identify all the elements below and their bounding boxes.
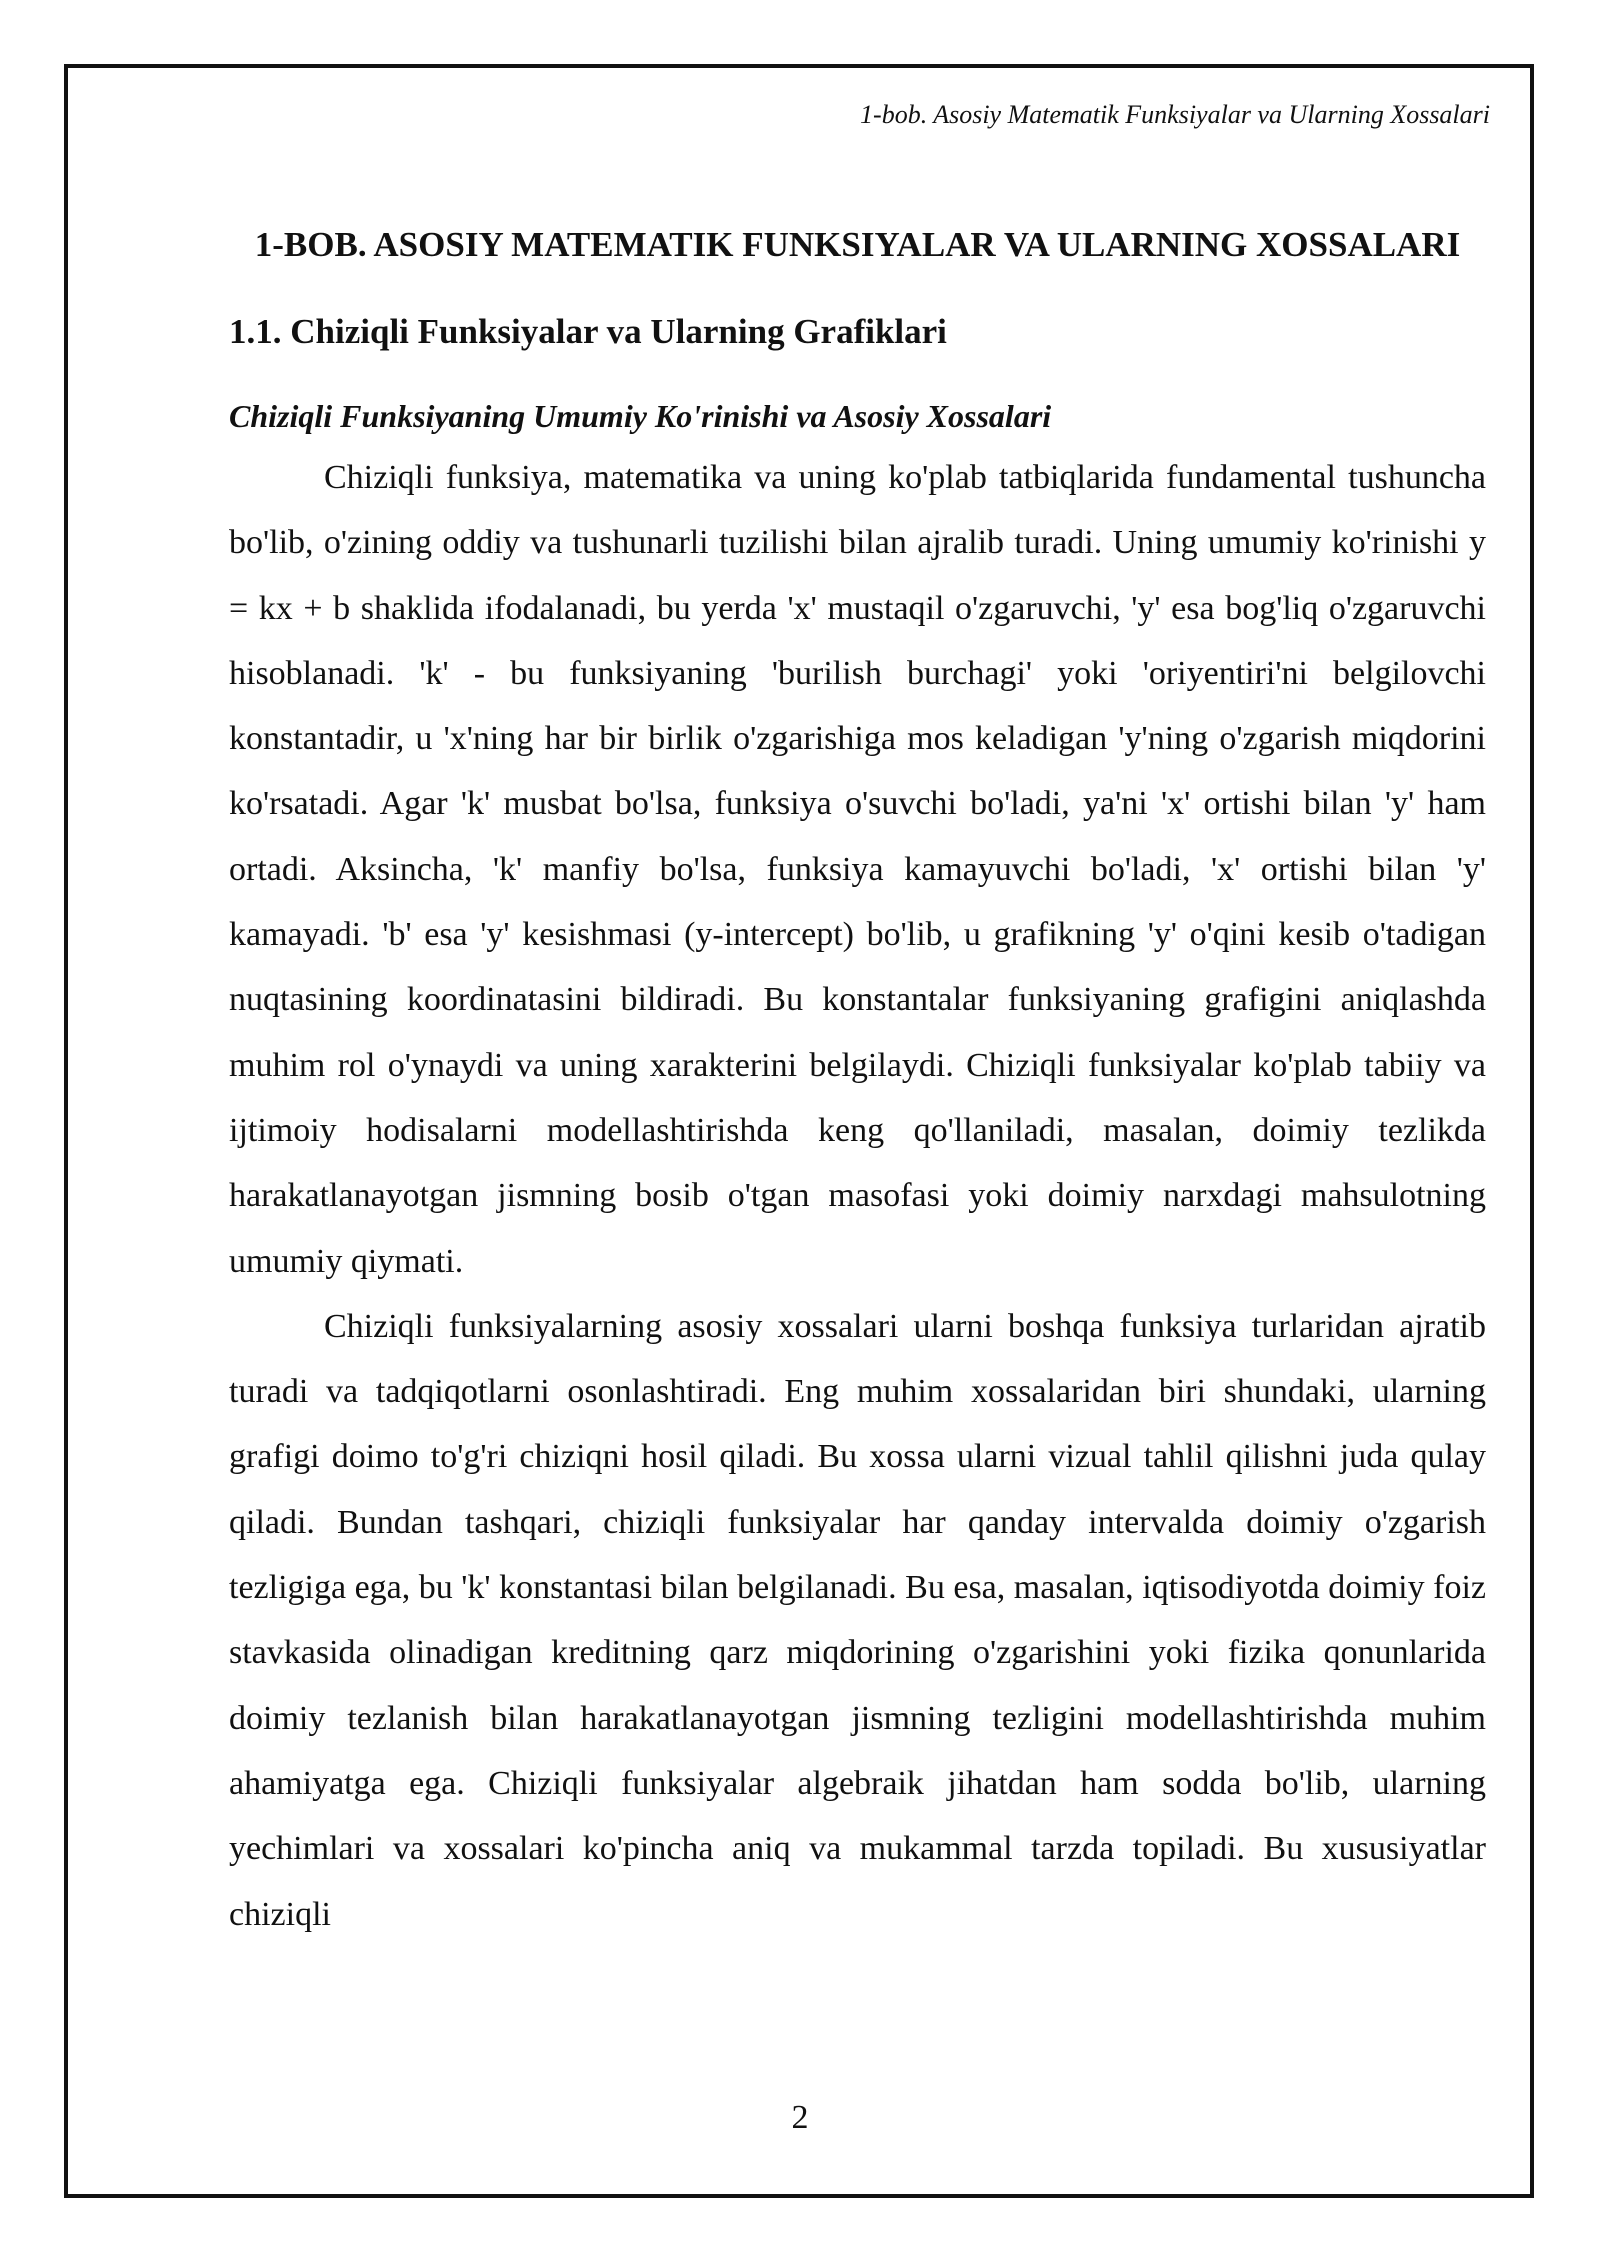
subsection-title: Chiziqli Funksiyaning Umumiy Ko'rinishi va Asosiy Xossalari — [229, 398, 1052, 434]
chapter-title: 1-BOB. ASOSIY MATEMATIK FUNKSIYALAR VA ULARNING XOSSALARI — [254, 225, 1461, 264]
document-body — [229, 212, 1486, 1947]
body-paragraph-1: Chiziqli funksiya, matematika va uning ko'plab tatbiqlarida fundamental tushuncha bo'lib, o'zining oddiy va tushunarli tuzilishi bilan ajralib turadi. Uning umumiy ko'rinishi y = kx + b shaklida ifodalanadi, bu yerda 'x' mustaqil o'zgaruvchi, 'y' esa bog'liq o'zgaruvchi hisoblanadi. 'k' - bu funksiyaning 'burilish burchagi' yoki 'oriyentiri'ni belgilovchi konstantadir, u 'x'ning har bir birlik o'zgarishiga mos keladigan 'y'ning o'zgarish miqdorini ko'rsatadi. Agar 'k' musbat bo'lsa, funksiya o'suvchi bo'ladi, ya'ni 'x' ortishi bilan 'y' ham ortadi. Aksincha, 'k' manfiy bo'lsa, funksiya kamayuvchi bo'ladi, 'x' ortishi bilan 'y' kamayadi. 'b' esa 'y' kesishmasi (y-intercept) bo'lib, u grafikning 'y' o'qini kesib o'tadigan nuqtasining koordinatasini bildiradi. Bu konstantalar funksiyaning grafigini aniqlashda muhim rol o'ynaydi va uning xarakterini belgilaydi. Chiziqli funksiyalar ko'plab tabiiy va ijtimoiy hodisalarni modellashtirishda keng qo'llaniladi, masalan, doimiy tezlikda harakatlanayotgan jismning bosib o'tgan masofasi yoki doimiy narxdagi mahsulotning umumiy qiymati. — [229, 459, 1486, 1280]
running-header: 1-bob. Asosiy Matematik Funksiyalar va Ularning Xossalari — [860, 100, 1490, 129]
section-title: 1.1. Chiziqli Funksiyalar va Ularning Grafiklari — [229, 312, 947, 351]
body-paragraph-2: Chiziqli funksiyalarning asosiy xossalari ularni boshqa funksiya turlaridan ajratib turadi va tadqiqotlarni osonlashtiradi. Eng muhim xossalaridan biri shundaki, ularning grafigi doimo to'g'ri chiziqni hosil qiladi. Bu xossa ularni vizual tahlil qilishni juda qulay qiladi. Bundan tashqari, chiziqli funksiyalar har qanday intervalda doimiy o'zgarish tezligiga ega, bu 'k' konstantasi bilan belgilanadi. Bu esa, masalan, iqtisodiyotda doimiy foiz stavkasida olinadigan kreditning qarz miqdorining o'zgarishini yoki fizika qonunlarida doimiy tezlanish bilan harakatlanayotgan jismning tezligini modellashtirishda muhim ahamiyatga ega. Chiziqli funksiyalar algebraik jihatdan ham sodda bo'lib, ularning yechimlari va xossalari ko'pincha aniq va mukammal tarzda topiladi. Bu xususiyatlar chiziqli — [229, 1307, 1486, 1933]
page-number: 2 — [791, 2099, 809, 2136]
